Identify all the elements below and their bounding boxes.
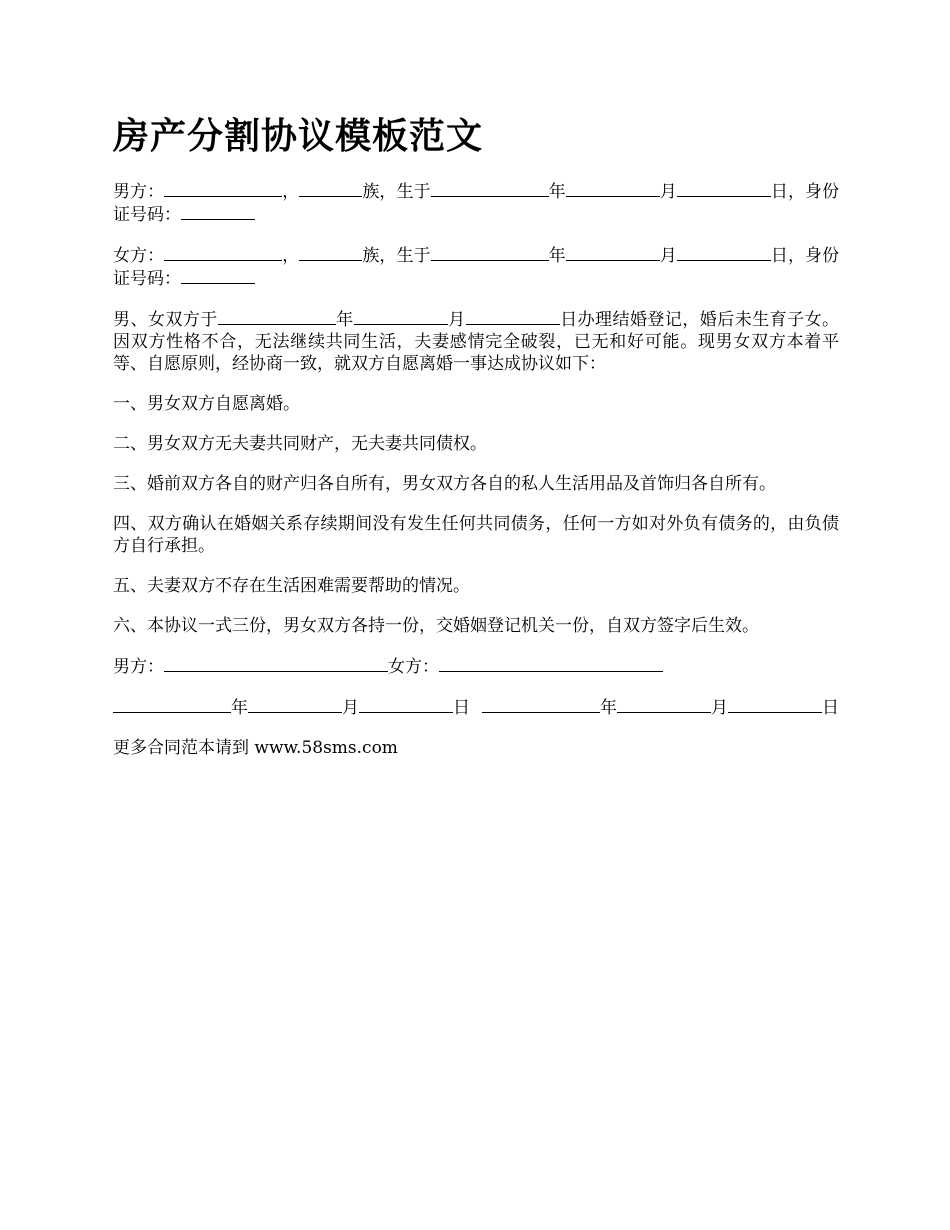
female-sign-day-blank xyxy=(728,696,822,713)
clause-5: 五、夫妻双方不存在生活困难需要帮助的情况。 xyxy=(113,576,470,596)
clause-2: 二、男女双方无夫妻共同财产，无夫妻共同债权。 xyxy=(113,434,487,454)
female-sign-year-blank xyxy=(482,696,600,713)
month-label: 月 xyxy=(711,698,728,718)
female-name-blank xyxy=(164,244,282,261)
male-sign-month-blank xyxy=(248,696,342,713)
comma: ， xyxy=(282,182,300,202)
male-name-blank xyxy=(164,180,282,197)
document-title: 房产分割协议模板范文 xyxy=(113,115,484,157)
female-birth-day-blank xyxy=(677,244,771,261)
marriage-month-blank xyxy=(354,308,448,325)
signature-line xyxy=(113,655,839,678)
female-signature-label: 女方： xyxy=(388,657,439,677)
female-id-blank xyxy=(181,267,255,284)
ethnicity-suffix: 族，生于 xyxy=(362,182,431,202)
year-label: 年 xyxy=(548,182,566,202)
male-label: 男方： xyxy=(113,182,165,202)
ethnicity-suffix: 族，生于 xyxy=(362,246,431,266)
male-signature-label: 男方： xyxy=(113,657,164,677)
male-id-blank xyxy=(181,203,255,220)
female-birth-year-blank xyxy=(431,244,549,261)
male-sign-day-blank xyxy=(359,696,453,713)
year-label: 年 xyxy=(600,698,617,718)
year-label: 年 xyxy=(231,698,248,718)
intro-prefix: 男、女双方于 xyxy=(113,310,218,330)
document-page xyxy=(113,110,839,777)
marriage-year-blank xyxy=(218,308,336,325)
day-label: 日 xyxy=(453,698,470,718)
male-birth-month-blank xyxy=(566,180,660,197)
month-label: 月 xyxy=(659,182,677,202)
clause-3: 三、婚前双方各自的财产归各自所有，男女双方各自的私人生活用品及首饰归各自所有。 xyxy=(113,474,776,494)
female-birth-month-blank xyxy=(566,244,660,261)
day-label: 日 xyxy=(822,698,839,718)
clause-4: 四、双方确认在婚姻关系存续期间没有发生任何共同债务，任何一方如对外负有债务的，由负债方自行承担。 xyxy=(113,514,839,556)
year-label: 年 xyxy=(548,246,566,266)
female-sign-month-blank xyxy=(617,696,711,713)
intro-paragraph xyxy=(113,308,839,375)
clause-1: 一、男女双方自愿离婚。 xyxy=(113,394,300,414)
male-sign-year-blank xyxy=(113,696,231,713)
day-label: 日，身 xyxy=(770,246,823,266)
month-label: 月 xyxy=(342,698,359,718)
signature-date-row xyxy=(113,696,839,719)
male-birth-day-blank xyxy=(677,180,771,197)
day-label: 日，身 xyxy=(770,182,823,202)
female-info-line xyxy=(113,244,839,290)
clause-6: 六、本协议一式三份，男女双方各持一份，交婚姻登记机关一份，自双方签字后生效。 xyxy=(113,616,759,636)
year-label: 年 xyxy=(335,310,354,330)
comma: ， xyxy=(282,246,300,266)
month-label: 月 xyxy=(447,310,466,330)
id-label: 份证号码： xyxy=(113,246,840,289)
month-label: 月 xyxy=(659,246,677,266)
footer-note: 更多合同范本请到 www.58sms.com xyxy=(113,738,398,758)
female-ethnicity-blank xyxy=(299,244,362,261)
male-ethnicity-blank xyxy=(299,180,362,197)
male-birth-year-blank xyxy=(431,180,549,197)
id-label: 份证号码： xyxy=(113,182,840,225)
male-info-line xyxy=(113,180,839,226)
intro-rest: 日办理结婚登记，婚后未生育子女。因双方性格不合，无法继续共同生活，夫妻感情完全破裂，已无和好可能。现男女双方本着平等、自愿原则，经协商一致，就双方自愿离婚一事达成协议如下： xyxy=(113,310,840,374)
male-signature-blank xyxy=(164,655,388,672)
male-date xyxy=(113,696,470,719)
female-date xyxy=(482,696,839,719)
marriage-day-blank xyxy=(466,308,560,325)
female-signature-blank xyxy=(439,655,663,672)
female-label: 女方： xyxy=(113,246,165,266)
